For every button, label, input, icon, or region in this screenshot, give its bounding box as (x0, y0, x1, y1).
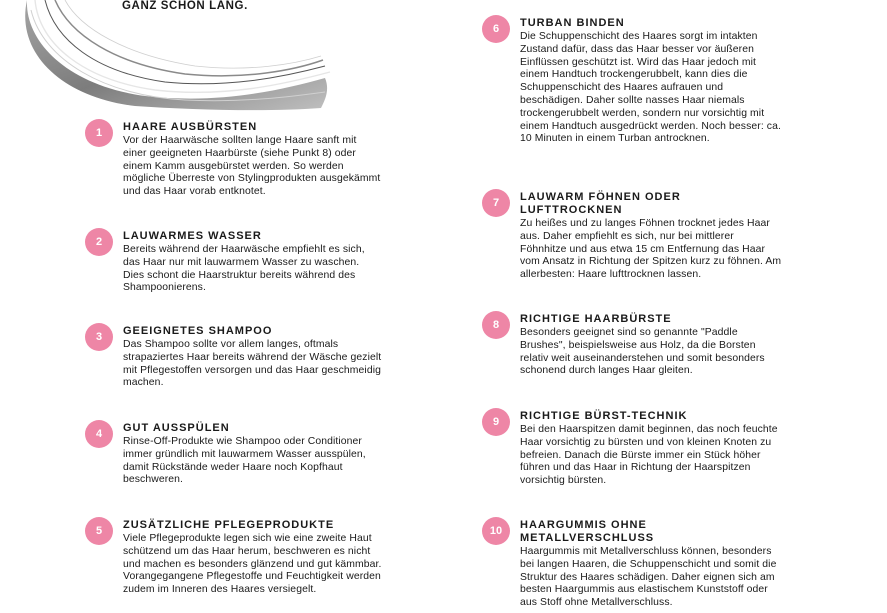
number-badge: 5 (85, 517, 113, 545)
tip-4 (95, 422, 383, 487)
number-badge: 3 (85, 323, 113, 351)
tip-title: HAARE AUSBÜRSTEN (123, 121, 258, 133)
tip-text: Besonders geeignet sind so genannte "Paddle Brushes", beispielsweise aus Holz, da die Borsten relativ weit auseinanderstehen und somit besonders schonend durch langes Haar gleiten. (520, 327, 765, 377)
tip-10 (489, 519, 782, 610)
tip-text: Viele Pflegeprodukte legen sich wie eine zweite Haut schützend um das Haar herum, beschweren es nicht und machen es besonders glänzend und gut kämmbar. Vorangegangene Pflegestoffe und Feuchtigkeit werden zudem im Inneren des Haares versiegelt. (123, 533, 382, 596)
tip-text: Vor der Haarwäsche sollten lange Haare sanft mit einer geeigneten Haarbürste (siehe Punkt 8) oder einem Kamm ausgebürstet werden. So werden mögliche Überreste von Stylingprodukten ausgekämmt und das Haar vorab entknotet. (123, 135, 381, 198)
tip-5 (95, 519, 383, 597)
number-badge: 6 (482, 15, 510, 43)
number-badge: 7 (482, 189, 510, 217)
number-badge: 8 (482, 311, 510, 339)
tip-2 (95, 230, 383, 295)
tip-title: RICHTIGE BÜRST-TECHNIK (520, 410, 688, 422)
tip-title: LAUWARM FÖHNEN ODER LUFTTROCKNEN (520, 191, 681, 216)
tip-6 (492, 17, 782, 146)
tip-text: Das Shampoo sollte vor allem langes, oftmals strapaziertes Haar bereits während der Wäsche gezielt mit Pflegestoffen versorgen und das Haar geschmeidig machen. (123, 339, 382, 389)
tip-text: Haargummis mit Metallverschluss können, besonders bei langen Haaren, die Schuppenschicht und somit die Struktur des Haares schädigen. Daher eignen sich am besten Haargummis aus elastischem Kunststoff oder aus Stoff ohne Metallverschluss. (520, 546, 777, 609)
tip-1 (95, 121, 383, 199)
tip-title: HAARGUMMIS OHNE METALLVERSCHLUSS (520, 519, 655, 544)
hair-strand-illustration (25, 0, 335, 112)
number-badge: 9 (482, 408, 510, 436)
tip-title: LAUWARMES WASSER (123, 230, 262, 242)
number-badge: 10 (482, 517, 510, 545)
number-badge: 2 (85, 228, 113, 256)
tip-text: Zu heißes und zu langes Föhnen trocknet jedes Haar aus. Daher empfiehlt es sich, nur bei mittlerer Föhnhitze und aus etwa 15 cm Entfernung das Haar vom Ansatz in Richtung der Spitzen kurz zu föhnen. Am allerbesten: Haare lufttrocknen lassen. (520, 218, 782, 281)
tip-title: RICHTIGE HAARBÜRSTE (520, 313, 672, 325)
intro-text: GANZ SCHÖN LANG. (122, 0, 248, 12)
tip-title: ZUSÄTZLICHE PFLEGEPRODUKTE (123, 519, 335, 531)
number-badge: 1 (85, 119, 113, 147)
tip-7 (492, 191, 782, 282)
tip-text: Rinse-Off-Produkte wie Shampoo oder Conditioner immer gründlich mit lauwarmem Wasser ausspülen, damit Rückstände weder Haare noch Kopfhaut beschweren. (123, 436, 366, 486)
tip-3 (95, 325, 383, 390)
tip-text: Bei den Haarspitzen damit beginnen, das noch feuchte Haar vorsichtig zu bürsten und von kleinen Knoten zu befreien. Danach die Bürste immer ein Stück höher führen und das Haar in Richtung der Haarspitzen vorsichtig bürsten. (520, 424, 778, 487)
tip-9 (492, 410, 782, 488)
tip-text: Bereits während der Haarwäsche empfiehlt es sich, das Haar nur mit lauwarmem Wasser zu waschen. Dies schont die Haarstruktur bereits während des Shampoonierens. (123, 244, 365, 294)
tip-8 (492, 313, 782, 378)
tip-text: Die Schuppenschicht des Haares sorgt im intakten Zustand dafür, dass das Haar besser vor äußeren Einflüssen geschützt ist. Wird das Haar jedoch mit einem Handtuch trockengerubbelt, kann dies die Schuppenschicht des Haares aufrauen und beschädigen. Daher sollte nasses Haar niemals trockengerubbelt werden, sondern nur vorsichtig mit einem Handtuch ausgedrückt werden. Noch besser: ca. 10 Minuten in einem Turban antrocknen. (520, 31, 781, 145)
tip-title: TURBAN BINDEN (520, 17, 625, 29)
number-badge: 4 (85, 420, 113, 448)
tip-title: GEEIGNETES SHAMPOO (123, 325, 273, 337)
tip-title: GUT AUSSPÜLEN (123, 422, 230, 434)
